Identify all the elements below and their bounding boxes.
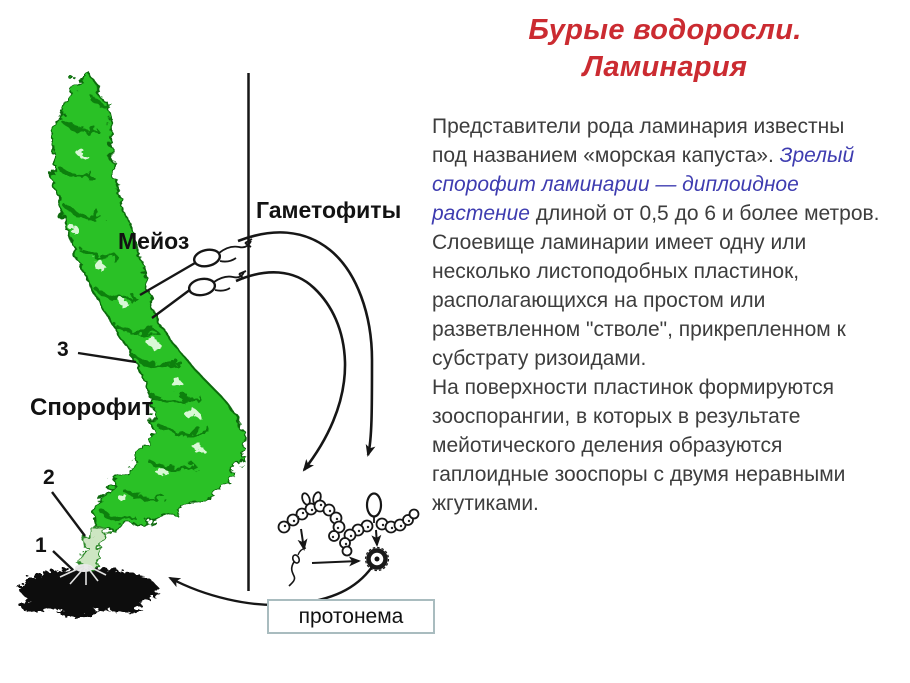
description-paragraph-2 — [432, 373, 884, 518]
egg-cell-icon — [366, 548, 389, 571]
zoospore-icon — [193, 239, 252, 269]
callout-number-2: 2 — [43, 466, 55, 489]
description-text — [432, 112, 884, 518]
label-gametophytes: Гаметофиты — [256, 197, 402, 223]
description-part2: длиной от 0,5 до 6 и более метров. Слоевище ламинарии имеет одну или несколько листоподобных пластинок, располагающихся на простом или разветвленном "стволе", прикрепленном к субстрату ризоидами. — [432, 202, 880, 370]
callout-number-1: 1 — [35, 534, 47, 557]
label-meiosis: Мейоз — [118, 228, 190, 254]
slide-title — [430, 12, 900, 86]
protonema-label-box — [267, 599, 435, 634]
zoospore-to-gametophyte-arrows — [236, 232, 372, 470]
description-part1: Представители рода ламинария известны под названием «морская капуста». — [432, 115, 845, 167]
zoospore-icon — [188, 271, 246, 297]
label-sporophyte: Спорофит — [30, 394, 154, 421]
gametophyte-icon — [340, 494, 419, 556]
sperm-cell-icon — [289, 548, 306, 586]
description-part3: На поверхности пластинок формируются зооспорангии, в которых в результате мейотического деления образуются гаплоидные зооспоры с двумя неравными жгутиками. — [432, 376, 846, 515]
description-paragraph-1 — [432, 112, 884, 373]
gametophyte-icon — [279, 491, 345, 541]
slide-title-line1: Бурые водоросли. — [528, 14, 802, 46]
protonema-label: протонема — [298, 604, 404, 628]
callout-number-3: 3 — [57, 338, 69, 361]
kelp-sporophyte-illustration — [49, 68, 240, 567]
description-highlight: Зрелый спорофит ламинарии — диплоидное растение — [432, 144, 855, 225]
slide-title-line2: Ламинария — [582, 51, 748, 83]
